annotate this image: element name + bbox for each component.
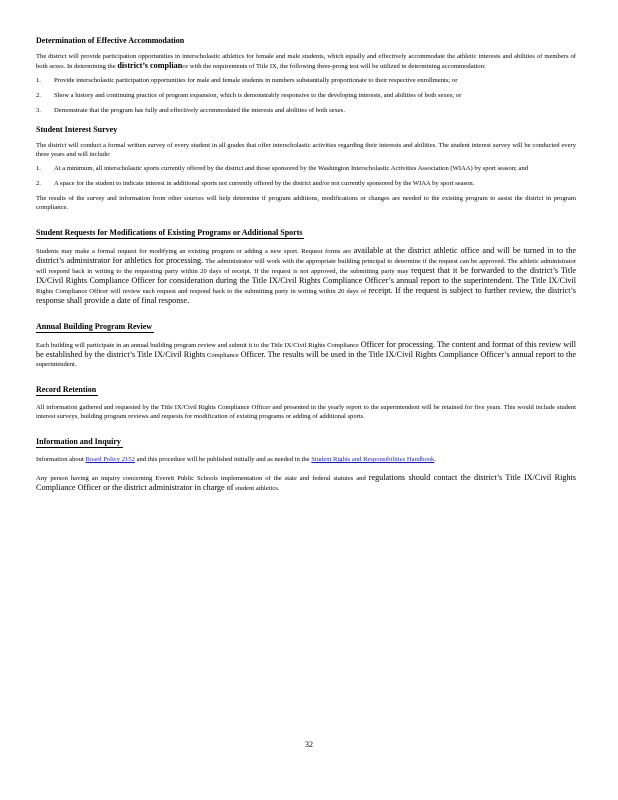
- text-run: Each building will participate in an annual building program review and submit it to the Title IX/Civil Rights Compliance: [36, 342, 359, 349]
- text-run: The administrator will work with the appropriate building principal to determine if the request can be approved. The athletic administrator will respond back in writing to the requesting party within 20 days of receipt. If the request is not approved, the submitting party may: [36, 258, 577, 275]
- list-item: [36, 164, 576, 173]
- section-heading: Information and Inquiry: [36, 437, 121, 446]
- document-page: [36, 36, 576, 493]
- list-item: [36, 91, 576, 100]
- text-run: student athletics.: [235, 485, 280, 492]
- list-number: 2.: [36, 92, 41, 99]
- numbered-list: [36, 76, 576, 115]
- text-run: receipt. If the request is subject to further review, the district’s response shall provide a date of final response.: [36, 286, 576, 305]
- section-information-inquiry: [36, 431, 576, 493]
- text-run: request that it be forwarded to the district’s Title IX/Civil Rights Compliance Officer for consideration during the Title IX/Civil Rights Compliance Officer’s annual report to the superintendent. The Title IX/Civil: [36, 266, 576, 285]
- paragraph: [36, 455, 576, 464]
- text-run: and this procedure will be published initially and as needed in the: [136, 456, 310, 463]
- text-run: Any person having an inquiry concerning Everett Public Schools implementation of the state and federal statutes and: [36, 475, 366, 482]
- list-item: [36, 76, 576, 85]
- section-record-retention: [36, 379, 576, 421]
- section-heading: Student Interest Survey: [36, 125, 118, 134]
- text-run: Officer for processing. The content and format of this review will be established by the district’s Title IX/Civil Rights: [36, 340, 576, 359]
- text-run: available at the district athletic office and will be turned in to the district’s administrator for athletics for processing.: [36, 246, 576, 265]
- text-run: Officer. The results will be used in the Title IX/Civil Rights Compliance Officer’s annual report to the: [240, 350, 576, 359]
- section-heading: Annual Building Program Review: [36, 322, 153, 331]
- paragraph: [36, 52, 576, 71]
- paragraph: All information gathered and requested by the Title IX/Civil Rights Compliance Officer and presented in the yearly report to the superintendent will be retained for five years. This would include student interest surveys, building program reviews and requests for modification of existing programs or adding of additional sports.: [36, 404, 576, 420]
- list-text: Show a history and continuing practice of program expansion, which is demonstrably responsive to the developing interests, and abilities of both sexes; or: [54, 92, 462, 99]
- list-number: 1.: [36, 77, 41, 84]
- text-run: ce with the requirements of Title IX, the following three-prong test will be utilized in determining accommodation:: [182, 63, 486, 70]
- text-run: Compliance: [206, 352, 239, 359]
- section-heading: Record Retention: [36, 385, 97, 394]
- section-student-requests: [36, 222, 576, 306]
- text-run: Rights Compliance Officer will review each request and respond back to the submitting party in writing within 20 days of: [36, 288, 367, 295]
- page-number: 32: [305, 740, 313, 749]
- paragraph: [36, 340, 576, 369]
- text-run: The district will provide participation opportunities in interscholastic athletics for female and male students, which equally and effectively accommodate the athletic interests and abilities of members of both sexes. In determining the: [36, 53, 576, 70]
- list-number: 3.: [36, 107, 41, 114]
- text-run: superintendent.: [36, 361, 77, 368]
- paragraph: The results of the survey and information from other sources will help determine if program additions, modifications or changes are needed to the existing program to assist the district in program compliance.: [36, 195, 576, 211]
- paragraph: [36, 246, 576, 306]
- text-run: .: [434, 456, 437, 463]
- paragraph: The district will conduct a formal written survey of every student in all grades that offer interscholastic activities regarding their interests and abilities. The student interest survey will be conducted every three years and will include:: [36, 142, 576, 158]
- text-run: district’s complian: [117, 61, 183, 70]
- student-rights-handbook-link[interactable]: Student Rights and Responsibilities Handbook: [311, 456, 435, 463]
- text-run: regulations should contact the district’s Title IX/Civil Rights Compliance Officer or the district administrator in charge of: [36, 473, 576, 492]
- list-item: [36, 106, 576, 115]
- section-determination: [36, 36, 576, 115]
- list-number: 2.: [36, 180, 41, 187]
- list-text: Provide interscholastic participation opportunities for male and female students in numbers substantially proportionate to their respective enrollments; or: [54, 77, 458, 84]
- section-annual-building-review: [36, 316, 576, 369]
- section-student-interest-survey: [36, 125, 576, 212]
- section-heading: Determination of Effective Accommodation: [36, 36, 185, 45]
- list-text: Demonstrate that the program has fully and effectively accommodated the interests and abilities of both sexes.: [54, 107, 346, 114]
- list-text: A space for the student to indicate interest in additional sports not currently offered by the district and/or not currently sponsored by the WIAA by sport season.: [54, 180, 475, 187]
- numbered-list: [36, 164, 576, 188]
- section-heading: Student Requests for Modifications of Existing Programs or Additional Sports: [36, 228, 303, 237]
- paragraph: [36, 473, 576, 493]
- text-run: Information about: [36, 456, 84, 463]
- text-run: Students may make a formal request for modifying an existing program or adding a new sport. Request forms are: [36, 248, 352, 255]
- list-item: [36, 179, 576, 188]
- list-text: At a minimum, all interscholastic sports currently offered by the district and those sponsored by the Washington Interscholastic Activities Association (WIAA) by sport season; and: [54, 165, 529, 172]
- board-policy-link[interactable]: Board Policy 2152: [85, 456, 135, 463]
- list-number: 1.: [36, 165, 41, 172]
